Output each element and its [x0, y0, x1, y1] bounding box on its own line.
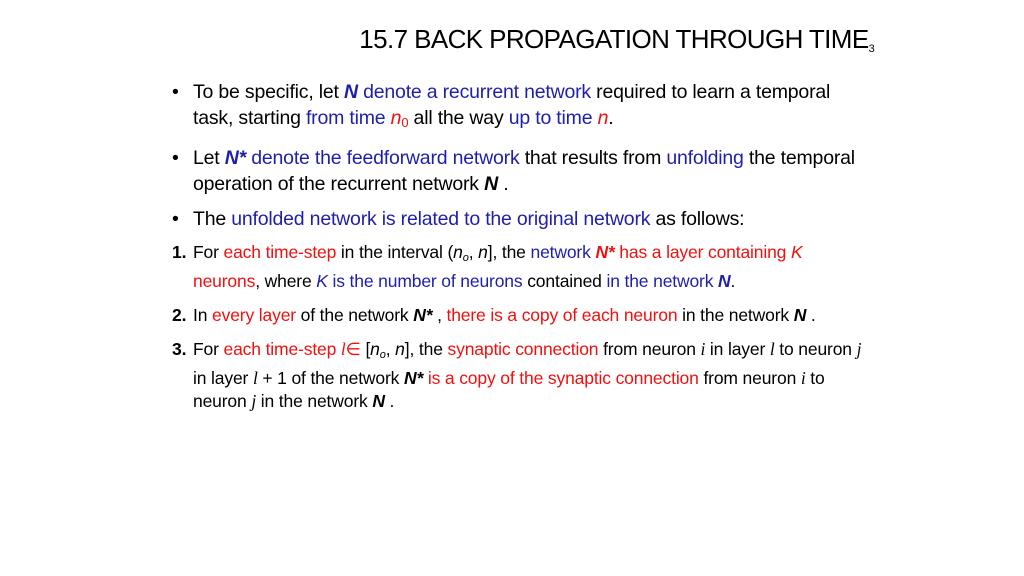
text-run: from neuron	[698, 368, 801, 388]
text-run: each time-step	[223, 242, 337, 262]
text-run: ,	[385, 339, 396, 359]
bullet-marker: •	[172, 147, 179, 169]
symbol-n-star: N*	[595, 242, 615, 262]
bullet-text	[193, 147, 855, 195]
symbol-n0: n	[390, 107, 402, 129]
item-number: 2.	[172, 305, 187, 325]
text-run: in the network	[606, 271, 719, 291]
text-run: of the network	[295, 305, 414, 325]
text-run: in layer	[193, 368, 253, 388]
symbol-l: l	[769, 339, 775, 359]
text-run: the temporal operation of the recurrent network	[193, 147, 855, 195]
text-run: from time	[305, 107, 391, 129]
text-run: denote the feedforward network	[246, 147, 520, 169]
symbol-k: K	[790, 242, 803, 262]
item-text	[193, 305, 816, 325]
symbol-i: i	[800, 368, 806, 388]
symbol-l: l	[340, 339, 346, 359]
symbol-n: N	[718, 271, 731, 291]
text-run: to neuron	[193, 368, 825, 411]
text-run: For	[193, 339, 224, 359]
item-number: 3.	[172, 339, 187, 359]
symbol-n-star: N*	[413, 305, 433, 325]
text-run: denote a recurrent network	[357, 81, 591, 103]
symbol-n: N	[372, 391, 385, 411]
text-run: + 1 of the network	[257, 368, 404, 388]
text-run: from neuron	[598, 339, 701, 359]
bullet-item-2	[172, 145, 872, 197]
text-run: as follows:	[650, 208, 745, 230]
bullet-text	[193, 81, 830, 129]
text-run: to neuron	[774, 339, 857, 359]
text-run: .	[497, 173, 509, 195]
text-run: contained	[522, 271, 607, 291]
text-run: in layer	[705, 339, 770, 359]
text-run: For	[193, 242, 224, 262]
bullet-item-1	[172, 79, 872, 136]
item-number: 1.	[172, 242, 187, 262]
text-run: is the number of neurons	[327, 271, 523, 291]
text-run: ,	[432, 305, 447, 325]
symbol-l: l	[252, 368, 258, 388]
symbol-n-star: N*	[403, 368, 424, 388]
text-run: up to time	[508, 107, 598, 129]
symbol-n-star: N*	[224, 147, 247, 169]
text-run: , where	[255, 271, 317, 291]
slide-title	[0, 24, 1024, 55]
text-run: each time-step	[223, 339, 341, 359]
symbol-n: N	[344, 81, 358, 103]
text-run: unfolding	[666, 147, 744, 169]
text-run: is a copy of the synaptic connection	[423, 368, 699, 388]
text-run: [	[360, 339, 371, 359]
symbol-n: n	[370, 339, 380, 359]
text-run: .	[384, 391, 395, 411]
slide-title-main: 15.7 BACK PROPAGATION THROUGH TIME	[359, 24, 869, 54]
text-run: Let	[193, 147, 225, 169]
symbol-j: j	[251, 391, 257, 411]
symbol-n: N	[484, 173, 498, 195]
text-run: network	[530, 242, 596, 262]
subscript: 0	[401, 115, 409, 130]
text-run: synaptic connection	[447, 339, 599, 359]
text-run: In	[193, 305, 213, 325]
numbered-item-2	[172, 304, 872, 327]
text-run: all the way	[408, 107, 509, 129]
text-run: ], the	[487, 242, 531, 262]
text-run: .	[608, 107, 614, 129]
text-run: The	[193, 208, 232, 230]
bullet-marker: •	[172, 81, 179, 103]
slide-content	[172, 79, 872, 424]
slide-title-subscript: 3	[868, 43, 875, 55]
symbol-i: i	[700, 339, 706, 359]
bullet-marker: •	[172, 208, 179, 230]
bullet-text	[193, 208, 744, 230]
symbol-k: K	[316, 271, 328, 291]
text-run: .	[806, 305, 816, 325]
text-run: ], the	[404, 339, 448, 359]
text-run: .	[730, 271, 736, 291]
text-run: every layer	[212, 305, 296, 325]
text-run: To be specific, let	[193, 81, 344, 103]
bullet-item-3	[172, 206, 872, 232]
symbol-n: n	[453, 242, 463, 262]
symbol-n: n	[478, 242, 488, 262]
subscript: o	[462, 252, 469, 264]
text-run: in the interval (	[336, 242, 454, 262]
item-text	[193, 242, 803, 291]
symbol-n: n	[395, 339, 405, 359]
symbol-n: N	[793, 305, 807, 325]
text-run: neurons	[193, 271, 256, 291]
text-run: in the network	[256, 391, 373, 411]
numbered-item-3	[172, 338, 872, 413]
subscript: o	[379, 349, 386, 361]
text-run: in the network	[677, 305, 794, 325]
text-run: required to learn a temporal task, starting	[193, 81, 831, 129]
text-run: that results from	[519, 147, 667, 169]
element-of-symbol: ∈	[345, 339, 361, 359]
text-run: has a layer containing	[614, 242, 791, 262]
text-run: ,	[468, 242, 479, 262]
symbol-j: j	[856, 339, 862, 359]
text-run: unfolded network is related to the original network	[231, 208, 651, 230]
item-text	[193, 339, 861, 411]
numbered-item-1	[172, 241, 872, 293]
symbol-n: n	[597, 107, 609, 129]
text-run: there is a copy of each neuron	[446, 305, 678, 325]
